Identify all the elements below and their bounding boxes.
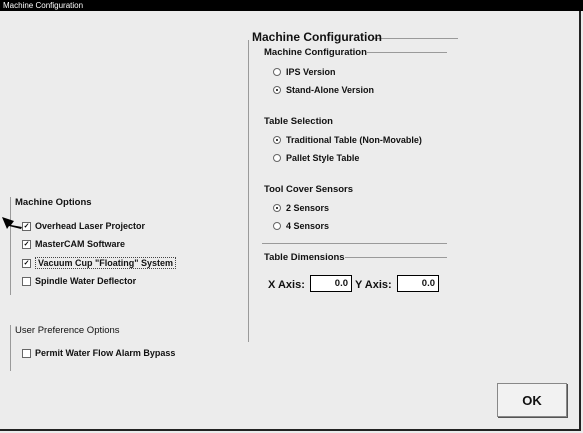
option-mastercam-software[interactable] [22,239,125,249]
pointer-arrow-icon [2,213,22,229]
radio-indicator[interactable] [273,136,281,144]
radio-stand-alone-version[interactable] [273,85,374,95]
user-pref-bracket [10,325,11,371]
radio-label: IPS Version [286,67,336,77]
radio-label: Pallet Style Table [286,153,360,163]
config-frame-top [372,38,458,39]
radio-label: Traditional Table (Non-Movable) [286,135,422,145]
window-title: Machine Configuration [0,0,583,11]
option-label: Overhead Laser Projector [35,221,146,231]
radio-indicator[interactable] [273,204,281,212]
option-spindle-water-deflector[interactable] [22,276,136,286]
machine-options-title: Machine Options [15,197,92,208]
machine-options-bracket [10,197,11,295]
ok-button[interactable]: OK [497,383,567,417]
option-vacuum-cup-floating-system[interactable] [22,257,176,269]
radio-4-sensors[interactable] [273,221,329,231]
radio-indicator[interactable] [273,222,281,230]
option-label: Permit Water Flow Alarm Bypass [35,348,176,358]
x-axis-input[interactable]: 0.0 [310,275,352,292]
config-frame-left [248,40,249,342]
user-preference-title: User Preference Options [15,325,120,336]
radio-ips-version[interactable] [273,67,336,77]
machine-group-line [367,52,447,53]
checkbox-mastercam[interactable]: ✓ [23,240,30,248]
option-label: MasterCAM Software [35,239,126,249]
machine-group-title: Machine Configuration [264,47,367,58]
option-label: Vacuum Cup "Floating" System [35,257,176,269]
table-selection-title: Table Selection [264,116,333,127]
y-axis-label: Y Axis: [355,279,392,291]
y-axis-input[interactable]: 0.0 [397,275,439,292]
option-permit-water-flow-alarm-bypass[interactable] [22,348,175,358]
radio-label: Stand-Alone Version [286,85,375,95]
radio-indicator[interactable] [273,68,281,76]
radio-traditional-table[interactable] [273,135,422,145]
dimensions-divider [262,243,447,244]
checkbox-vacuum-cup[interactable]: ✓ [23,259,30,267]
config-title: Machine Configuration [252,30,382,44]
checkbox-overhead-laser[interactable]: ✓ [23,222,30,230]
radio-pallet-style-table[interactable] [273,153,359,163]
checkbox-water-flow-bypass[interactable] [22,349,31,358]
option-label: Spindle Water Deflector [35,276,137,286]
radio-indicator[interactable] [273,154,281,162]
radio-2-sensors[interactable] [273,203,329,213]
checkbox-spindle-water[interactable] [22,277,31,286]
option-overhead-laser-projector[interactable] [22,221,145,231]
radio-label: 2 Sensors [286,203,330,213]
radio-label: 4 Sensors [286,221,330,231]
x-axis-label: X Axis: [268,279,305,291]
table-dimensions-title: Table Dimensions [264,252,345,263]
dimensions-title-line [345,257,447,258]
radio-indicator[interactable] [273,86,281,94]
tool-cover-sensors-title: Tool Cover Sensors [264,184,354,195]
